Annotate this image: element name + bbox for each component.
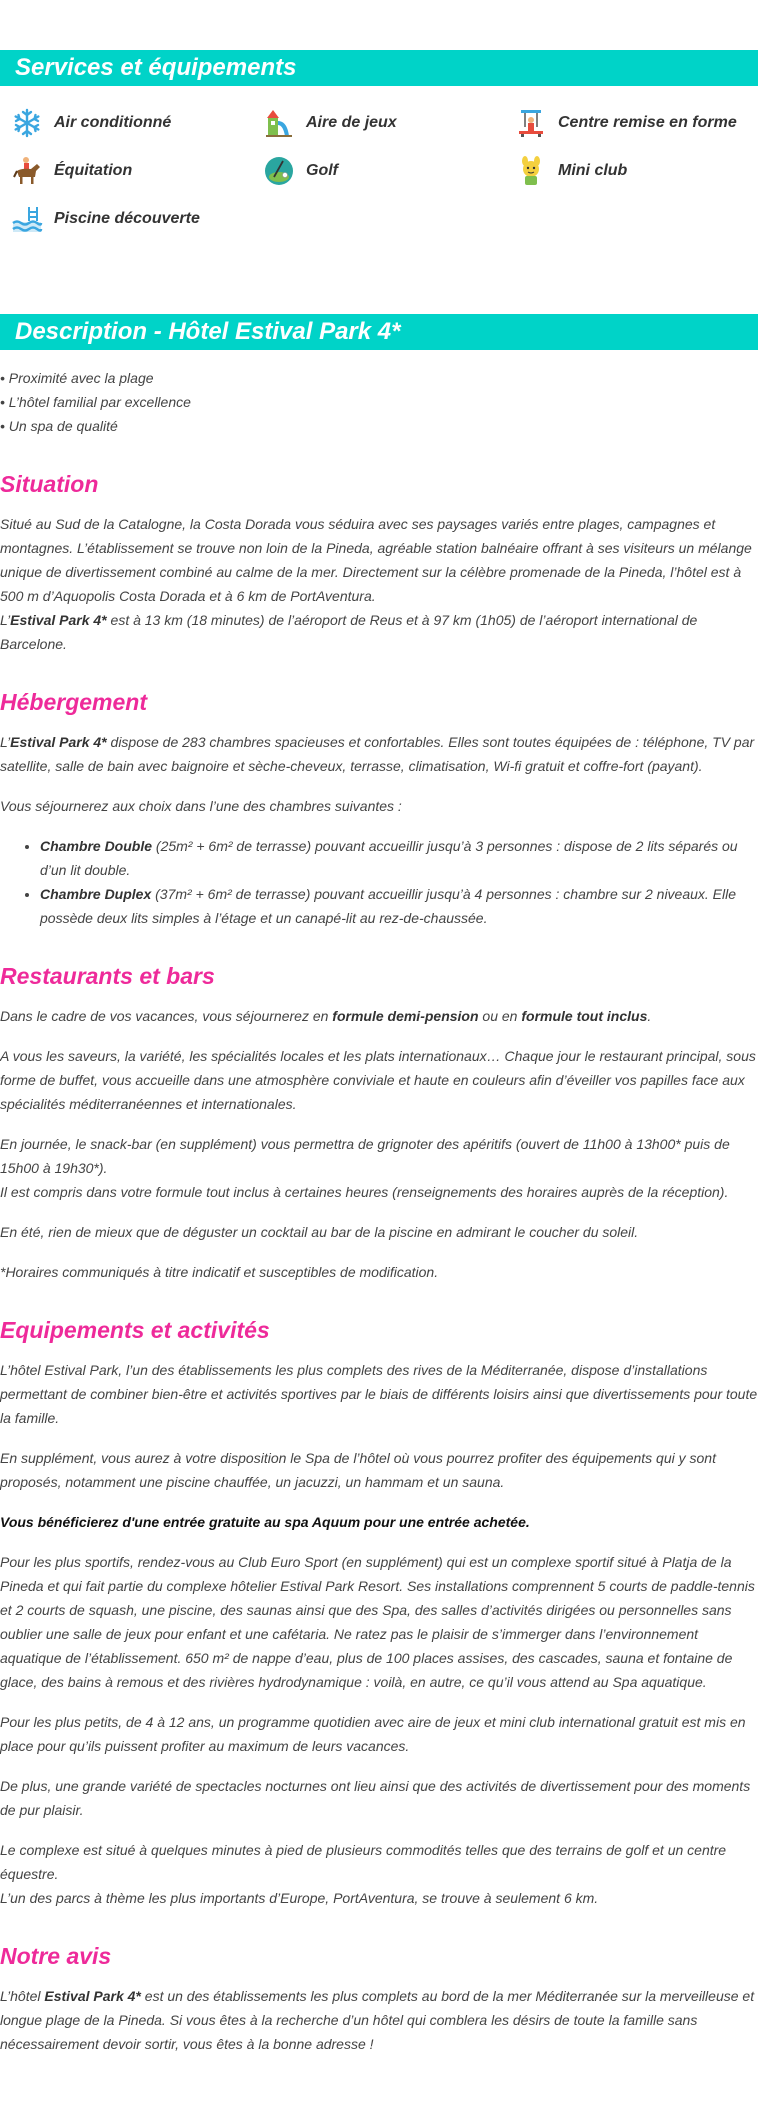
service-label: Centre remise en forme [558, 114, 737, 131]
paragraph-text: L’ [0, 734, 11, 750]
review-paragraph [0, 1984, 758, 2056]
service-fitness [514, 106, 758, 140]
facilities-heading: Equipements et activités [0, 1317, 270, 1343]
snack-bar-paragraph [0, 1132, 758, 1204]
board-option: formule demi-pension [332, 1008, 479, 1024]
location-paragraph [0, 1838, 758, 1910]
paragraph-text: Situé au Sud de la Catalogne, la Costa Dorada vous séduira avec ses paysages variés entre plages, campagnes et montagnes. L’établissement se trouve non loin de la Pineda, agréable station balnéaire offrant à ses visiteurs un mélange unique de divertissement combiné au calme de la mer. Directement sur la célèbre promenade de la Pineda, l’hôtel est à 500 m d’Aquopolis Costa Dorada et à 6 km de PortAventura. [0, 516, 752, 604]
playground-icon [262, 106, 296, 140]
paragraph-text: est un des établissements les plus complets au bord de la mer Méditerranée sur la merveilleuse et longue plage de la Pineda. Si vous êtes à la recherche d’un hôtel qui comblera les désirs de toute la famille sans nécessairement devoir sortir, vous êtes à la bonne adresse ! [0, 1988, 755, 2052]
pool-bar-paragraph: En été, rien de mieux que de déguster un cocktail au bar de la piscine en admirant le coucher du soleil. [0, 1224, 639, 1240]
paragraph-text: L’un des parcs à thème les plus importants d’Europe, PortAventura, se trouve à seulement 6 km. [0, 1890, 599, 1906]
paragraph-text: Le complexe est situé à quelques minutes à pied de plusieurs commodités telles que des terrains de golf et un centre équestre. [0, 1842, 727, 1882]
service-playground [262, 106, 514, 140]
facilities-paragraph: L’hôtel Estival Park, l’un des établissements les plus complets des rives de la Méditerranée, dispose d’installations permettant de combiner bien-être et activités sportives par le biais de différents loisirs ainsi que divertissements pour toute la famille. [0, 1362, 758, 1426]
rooms-list [0, 834, 758, 930]
room-name: Chambre Double [40, 838, 153, 854]
service-label: Air conditionné [54, 114, 172, 131]
paragraph-text: L’ [0, 612, 11, 628]
hotel-name: Estival Park 4* [10, 734, 107, 750]
list-item [40, 882, 758, 930]
list-item [40, 834, 758, 882]
service-golf [262, 154, 514, 188]
paragraph-text: En journée, le snack-bar (en supplément) vous permettra de grignoter des apéritifs (ouvert de 11h00 à 13h00* puis de 15h00 à 19h30*). [0, 1136, 730, 1176]
service-label: Piscine découverte [54, 210, 200, 227]
spa-paragraph: En supplément, vous aurez à votre disposition le Spa de l’hôtel où vous pourrez profiter des équipements qui y sont proposés, notamment une piscine chauffée, un jacuzzi, un hammam et un sauna. [0, 1450, 716, 1490]
paragraph-text: est à 13 km (18 minutes) de l’aéroport de Reus et à 97 km (1h05) de l’aéroport international de Barcelone. [0, 612, 698, 652]
list-item: • L’hôtel familial par excellence [0, 394, 191, 410]
room-name: Chambre Duplex [40, 886, 152, 902]
list-item: • Proximité avec la plage [0, 370, 154, 386]
paragraph-text: dispose de 283 chambres spacieuses et confortables. Elles sont toutes équipées de : téléphone, TV par satellite, salle de bain avec baignoire et sèche-cheveux, terrasse, climatisation, Wi-fi gratuit et coffre-fort (payant). [0, 734, 755, 774]
horse-riding-icon [10, 154, 44, 188]
service-label: Équitation [54, 162, 133, 179]
service-mini-club [514, 154, 758, 188]
board-option: formule tout inclus [521, 1008, 648, 1024]
kids-paragraph: Pour les plus petits, de 4 à 12 ans, un programme quotidien avec aire de jeux et mini club international gratuit est mis en place pour qu’ils puissent profiter au maximum de leurs vacances. [0, 1714, 746, 1754]
list-item: • Un spa de qualité [0, 418, 118, 434]
hours-note: *Horaires communiqués à titre indicatif et susceptibles de modification. [0, 1264, 439, 1280]
accommodation-paragraph [0, 730, 758, 778]
paragraph-text: ou en [478, 1008, 522, 1024]
service-horse-riding [10, 154, 262, 188]
service-label: Aire de jeux [306, 114, 397, 131]
service-air-conditioning [10, 106, 262, 140]
services-header: Services et équipements [0, 50, 758, 86]
accommodation-heading: Hébergement [0, 689, 147, 715]
situation-heading: Situation [0, 471, 99, 497]
highlights-list [0, 366, 758, 438]
review-heading: Notre avis [0, 1943, 112, 1969]
mini-club-icon [514, 154, 548, 188]
service-label: Mini club [558, 162, 628, 179]
situation-paragraph [0, 512, 758, 656]
golf-icon [262, 154, 296, 188]
paragraph-text: Il est compris dans votre formule tout inclus à certaines heures (renseignements des horaires auprès de la réception). [0, 1184, 729, 1200]
board-paragraph [0, 1004, 758, 1028]
pool-icon [10, 202, 44, 236]
service-outdoor-pool [10, 202, 262, 236]
room-detail: (25m² + 6m² de terrasse) pouvant accueillir jusqu’à 3 personnes : dispose de 2 lits séparés ou d’un lit double. [40, 838, 738, 878]
description-header: Description - Hôtel Estival Park 4* [0, 314, 758, 350]
restaurant-paragraph: A vous les saveurs, la variété, les spécialités locales et les plats internationaux… Chaque jour le restaurant principal, sous forme de buffet, vous accueille dans une atmosphère conviviale et haute en couleurs afin d’éveiller vos papilles face aux spécialités méditerranéennes et internationales. [0, 1048, 756, 1112]
fitness-icon [514, 106, 548, 140]
services-grid [0, 86, 758, 266]
snowflake-icon [10, 106, 44, 140]
rooms-intro: Vous séjournerez aux choix dans l’une des chambres suivantes : [0, 798, 402, 814]
room-detail: (37m² + 6m² de terrasse) pouvant accueillir jusqu’à 4 personnes : chambre sur 2 niveaux. Elle possède deux lits simples à l’étage et un canapé-lit au rez-de-chaussée. [40, 886, 737, 926]
sport-paragraph: Pour les plus sportifs, rendez-vous au Club Euro Sport (en supplément) qui est un complexe sportif situé à Platja de la Pineda et qui fait partie du complexe hôtelier Estival Park Resort. Ses installations comprennent 5 courts de paddle-tennis et 2 courts de squash, une piscine, des saunas ainsi que des Spa, des salles d’activités dirigées ou personnelles sans oublier une salle de jeux pour enfant et une cafétaria. Ne ratez pas le plaisir de s’immerger dans l’environnement aquatique de l’établissement. 650 m² de nappe d’eau, plus de 100 places assises, des cascades, sauna et fontaine de glace, des bains à remous et des rivières hydrodynamique : voilà, en autre, ce qu’il vous attend au Spa aquatique. [0, 1554, 755, 1690]
shows-paragraph: De plus, une grande variété de spectacles nocturnes ont lieu ainsi que des activités de divertissement pour des moments de pur plaisir. [0, 1778, 751, 1818]
restaurants-heading: Restaurants et bars [0, 963, 215, 989]
paragraph-text: Dans le cadre de vos vacances, vous séjournerez en [0, 1008, 333, 1024]
spa-offer: Vous bénéficierez d'une entrée gratuite au spa Aquum pour une entrée achetée. [0, 1514, 530, 1530]
paragraph-text: L’hôtel [0, 1988, 45, 2004]
service-label: Golf [306, 162, 338, 179]
hotel-name: Estival Park 4* [10, 612, 107, 628]
hotel-name: Estival Park 4* [44, 1988, 141, 2004]
paragraph-text: . [647, 1008, 652, 1024]
